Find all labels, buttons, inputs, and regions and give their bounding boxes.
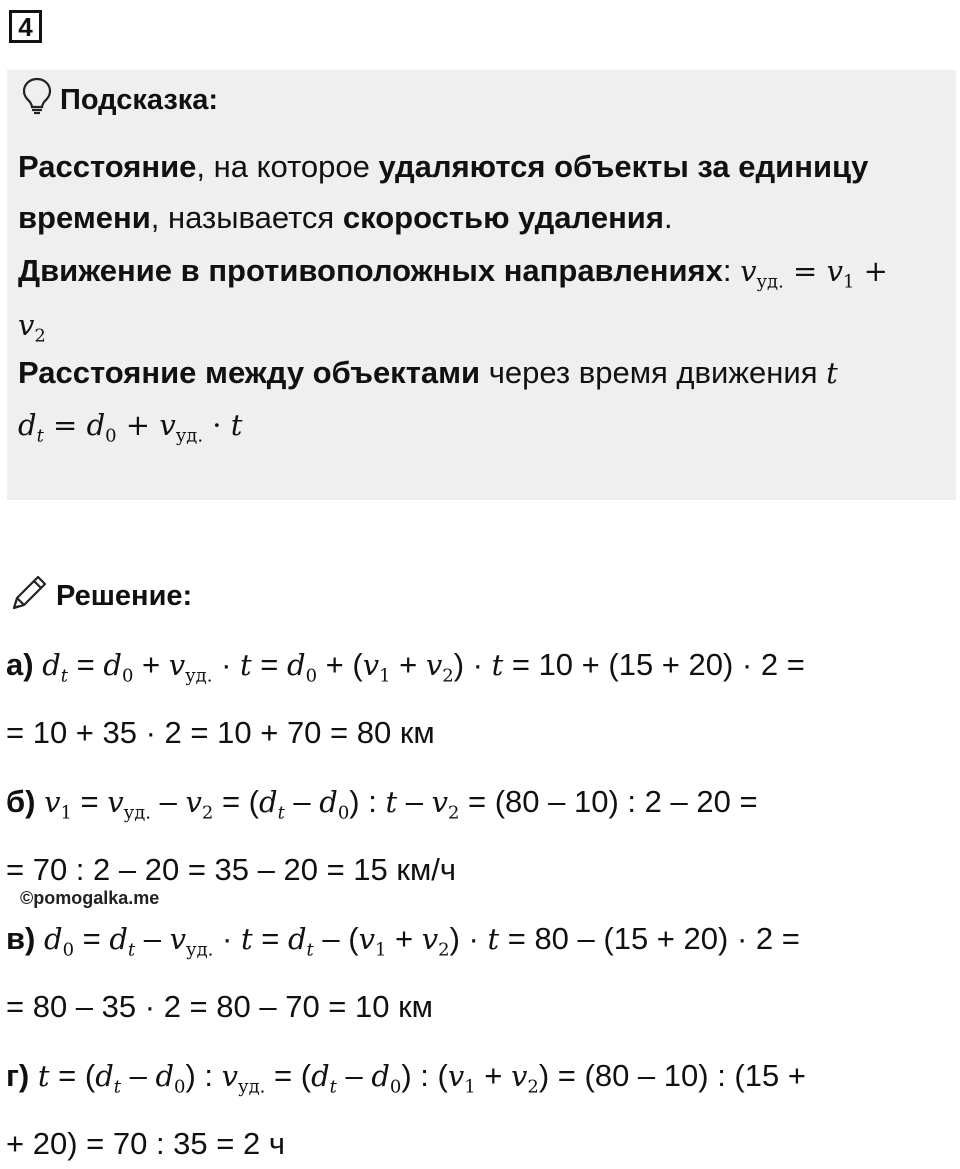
hint-header xyxy=(22,80,218,120)
hint-line-2: времени, называется скоростью удаления. xyxy=(18,200,673,235)
solution-g-line-2: + 20) = 70 : 35 = 2 ч xyxy=(6,1126,285,1161)
hint-title: Подсказка: xyxy=(60,83,219,116)
solution-v-line-2: = 80 – 35 · 2 = 80 – 70 = 10 км xyxy=(6,989,433,1024)
hint-line-4: $v_2$ xyxy=(18,308,46,347)
pencil-icon xyxy=(10,572,50,620)
solution-title: Решение: xyxy=(56,579,193,612)
watermark: ©pomogalka.me xyxy=(20,888,160,908)
task-number: 4 xyxy=(9,10,42,43)
solution-g-line-1: г) $t = (d_t - d_0)$ : $v_{уд.} = (d_t - d_0)$ : $(v_1 + v_2) = (80 - 10)$ : (15 + xyxy=(6,1058,806,1098)
hint-formula: $d_t = d_0 + v_{уд.} \cdot t$ xyxy=(18,408,243,447)
solution-a-line-2: = 10 + 35 · 2 = 10 + 70 = 80 км xyxy=(6,715,435,750)
hint-line-1: Расстояние, на которое удаляются объекты за единицу xyxy=(18,149,869,184)
lightbulb-icon xyxy=(22,77,52,123)
solution-v-line-1: в) $d_0 = d_t - v_{уд.} \cdot t = d_t - (v_1 + v_2) \cdot t = 80 - (15 + 20) \cdot 2$ = xyxy=(6,921,800,961)
solution-b-line-1: б) $v_1 = v_{уд.} - v_2 = (d_t - d_0)$ : $t - v_2 = (80 - 10)$ : 2 – 20 = xyxy=(6,784,758,824)
hint-line-5: Расстояние между объектами через время движения t xyxy=(18,355,838,390)
solution-a-line-1: а) $d_t = d_0 + v_{уд.} \cdot t = d_0 + (v_1 + v_2) \cdot t = 10 + (15 + 20) \cdot 2$ = xyxy=(6,647,805,687)
solution-header xyxy=(10,574,192,618)
hint-line-3: Движение в противоположных направлениях: $v_{уд.} = v_1$ + xyxy=(18,253,888,293)
solution-b-line-2: = 70 : 2 – 20 = 35 – 20 = 15 км/ч xyxy=(6,852,457,887)
